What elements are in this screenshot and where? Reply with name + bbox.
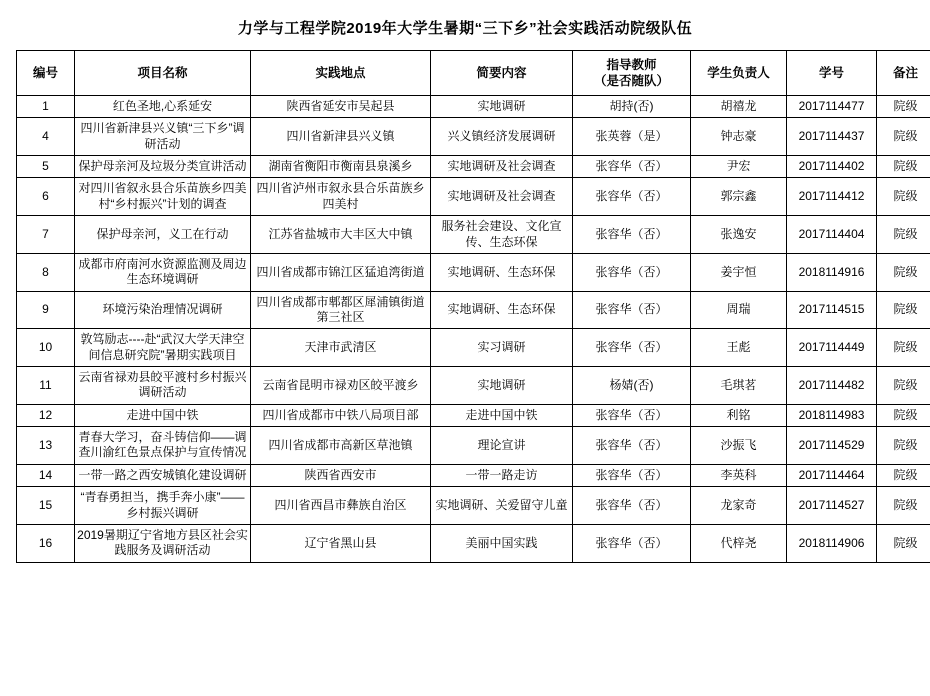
cell-id: 12 <box>17 404 75 426</box>
cell-project: 保护母亲河及垃圾分类宣讲活动 <box>75 156 251 178</box>
cell-id: 7 <box>17 216 75 254</box>
cell-id: 6 <box>17 178 75 216</box>
table-row <box>17 427 930 465</box>
cell-student: 尹宏 <box>691 156 787 178</box>
cell-id: 9 <box>17 291 75 329</box>
cell-id: 16 <box>17 524 75 562</box>
column-header-project: 项目名称 <box>75 51 251 96</box>
cell-content: 实地调研、关爱留守儿童 <box>431 487 573 525</box>
cell-remark: 院级 <box>877 216 930 254</box>
cell-project: 青春大学习，奋斗铸信仰——调查川渝红色景点保护与宣传情况 <box>75 427 251 465</box>
cell-project: 环境污染治理情况调研 <box>75 291 251 329</box>
cell-place: 四川省成都市郫都区犀浦镇街道第三社区 <box>251 291 431 329</box>
cell-teacher: 张容华（否） <box>573 524 691 562</box>
cell-content: 实习调研 <box>431 329 573 367</box>
table-row <box>17 487 930 525</box>
cell-project: 红色圣地,心系延安 <box>75 96 251 118</box>
cell-id: 13 <box>17 427 75 465</box>
cell-remark: 院级 <box>877 427 930 465</box>
table-row <box>17 367 930 405</box>
column-header-teacher <box>573 51 691 96</box>
cell-student: 利铭 <box>691 404 787 426</box>
cell-remark: 院级 <box>877 487 930 525</box>
cell-place: 陕西省西安市 <box>251 464 431 486</box>
cell-remark: 院级 <box>877 178 930 216</box>
cell-place: 四川省新津县兴义镇 <box>251 118 431 156</box>
table-header <box>17 51 930 96</box>
cell-content: 实地调研 <box>431 367 573 405</box>
cell-teacher: 张容华（否） <box>573 291 691 329</box>
cell-remark: 院级 <box>877 156 930 178</box>
column-header-teacher-line1: 指导教师 <box>606 57 657 72</box>
cell-remark: 院级 <box>877 291 930 329</box>
cell-project: 对四川省叙永县合乐苗族乡四美村“乡村振兴”计划的调查 <box>75 178 251 216</box>
table-row <box>17 178 930 216</box>
cell-project: 一带一路之西安城镇化建设调研 <box>75 464 251 486</box>
column-header-teacher-line2: （是否随队） <box>593 74 669 88</box>
cell-project: 2019暑期辽宁省地方县区社会实践服务及调研活动 <box>75 524 251 562</box>
cell-teacher: 胡持(否) <box>573 96 691 118</box>
cell-place: 湖南省衡阳市衡南县泉溪乡 <box>251 156 431 178</box>
table-row <box>17 291 930 329</box>
cell-place: 四川省成都市锦江区猛追湾街道 <box>251 253 431 291</box>
table-header-row <box>17 51 930 96</box>
cell-student: 李英科 <box>691 464 787 486</box>
cell-place: 四川省泸州市叙永县合乐苗族乡四美村 <box>251 178 431 216</box>
cell-id: 10 <box>17 329 75 367</box>
cell-id: 15 <box>17 487 75 525</box>
column-header-student: 学生负责人 <box>691 51 787 96</box>
cell-teacher: 张容华（否） <box>573 156 691 178</box>
cell-project: “青春勇担当，携手奔小康”——乡村振兴调研 <box>75 487 251 525</box>
cell-project: 云南省禄劝县皎平渡村乡村振兴调研活动 <box>75 367 251 405</box>
cell-teacher: 张英蓉（是） <box>573 118 691 156</box>
cell-teacher: 张容华（否） <box>573 404 691 426</box>
column-header-remark: 备注 <box>877 51 930 96</box>
cell-project: 成都市府南河水资源监测及周边生态环境调研 <box>75 253 251 291</box>
cell-content: 实地调研、生态环保 <box>431 253 573 291</box>
column-header-place: 实践地点 <box>251 51 431 96</box>
cell-teacher: 张容华（否） <box>573 216 691 254</box>
cell-content: 一带一路走访 <box>431 464 573 486</box>
cell-place: 江苏省盐城市大丰区大中镇 <box>251 216 431 254</box>
cell-place: 辽宁省黑山县 <box>251 524 431 562</box>
cell-place: 陕西省延安市吴起县 <box>251 96 431 118</box>
table-row <box>17 524 930 562</box>
cell-teacher: 张容华（否） <box>573 253 691 291</box>
cell-id: 11 <box>17 367 75 405</box>
cell-place: 云南省昆明市禄劝区皎平渡乡 <box>251 367 431 405</box>
cell-project: 保护母亲河，义工在行动 <box>75 216 251 254</box>
cell-id: 8 <box>17 253 75 291</box>
cell-number: 2017114529 <box>787 427 877 465</box>
cell-number: 2018114916 <box>787 253 877 291</box>
column-header-content: 简要内容 <box>431 51 573 96</box>
table-row <box>17 404 930 426</box>
cell-teacher: 张容华（否） <box>573 487 691 525</box>
cell-remark: 院级 <box>877 464 930 486</box>
cell-student: 郭宗鑫 <box>691 178 787 216</box>
page-title: 力学与工程学院2019年大学生暑期“三下乡”社会实践活动院级队伍 <box>237 20 693 37</box>
cell-number: 2017114404 <box>787 216 877 254</box>
cell-remark: 院级 <box>877 524 930 562</box>
cell-number: 2017114449 <box>787 329 877 367</box>
column-header-id: 编号 <box>17 51 75 96</box>
cell-id: 5 <box>17 156 75 178</box>
cell-remark: 院级 <box>877 329 930 367</box>
cell-student: 王彪 <box>691 329 787 367</box>
table-body <box>17 96 930 563</box>
cell-project: 敦笃励志----赴“武汉大学天津空间信息研究院”暑期实践项目 <box>75 329 251 367</box>
cell-number: 2017114477 <box>787 96 877 118</box>
cell-teacher: 张容华（否） <box>573 427 691 465</box>
cell-content: 实地调研、生态环保 <box>431 291 573 329</box>
cell-content: 理论宣讲 <box>431 427 573 465</box>
cell-remark: 院级 <box>877 118 930 156</box>
cell-student: 龙家奇 <box>691 487 787 525</box>
table-row <box>17 156 930 178</box>
cell-content: 实地调研及社会调查 <box>431 178 573 216</box>
cell-id: 4 <box>17 118 75 156</box>
cell-remark: 院级 <box>877 404 930 426</box>
cell-place: 四川省成都市高新区草池镇 <box>251 427 431 465</box>
cell-content: 兴义镇经济发展调研 <box>431 118 573 156</box>
cell-content: 服务社会建设、文化宣传、生态环保 <box>431 216 573 254</box>
cell-number: 2018114983 <box>787 404 877 426</box>
column-header-number: 学号 <box>787 51 877 96</box>
cell-student: 胡禧龙 <box>691 96 787 118</box>
cell-student: 毛琪茗 <box>691 367 787 405</box>
cell-id: 1 <box>17 96 75 118</box>
cell-content: 走进中国中铁 <box>431 404 573 426</box>
table-row <box>17 253 930 291</box>
cell-id: 14 <box>17 464 75 486</box>
cell-remark: 院级 <box>877 96 930 118</box>
table-row <box>17 118 930 156</box>
cell-remark: 院级 <box>877 367 930 405</box>
cell-student: 张逸安 <box>691 216 787 254</box>
cell-number: 2017114515 <box>787 291 877 329</box>
cell-number: 2017114527 <box>787 487 877 525</box>
cell-remark: 院级 <box>877 253 930 291</box>
cell-number: 2017114464 <box>787 464 877 486</box>
cell-project: 走进中国中铁 <box>75 404 251 426</box>
cell-student: 姜宇恒 <box>691 253 787 291</box>
cell-number: 2017114482 <box>787 367 877 405</box>
cell-number: 2017114412 <box>787 178 877 216</box>
cell-student: 代梓尧 <box>691 524 787 562</box>
cell-teacher: 张容华（否） <box>573 329 691 367</box>
activity-table <box>16 50 930 563</box>
cell-student: 钟志豪 <box>691 118 787 156</box>
cell-number: 2018114906 <box>787 524 877 562</box>
cell-place: 四川省西昌市彝族自治区 <box>251 487 431 525</box>
cell-content: 实地调研及社会调查 <box>431 156 573 178</box>
cell-content: 实地调研 <box>431 96 573 118</box>
cell-teacher: 张容华（否） <box>573 464 691 486</box>
cell-project: 四川省新津县兴义镇“三下乡”调研活动 <box>75 118 251 156</box>
cell-place: 四川省成都市中铁八局项目部 <box>251 404 431 426</box>
cell-student: 周瑞 <box>691 291 787 329</box>
cell-number: 2017114402 <box>787 156 877 178</box>
cell-student: 沙振飞 <box>691 427 787 465</box>
cell-place: 天津市武清区 <box>251 329 431 367</box>
cell-teacher: 张容华（否） <box>573 178 691 216</box>
table-row <box>17 216 930 254</box>
cell-teacher: 杨婧(否) <box>573 367 691 405</box>
table-row <box>17 96 930 118</box>
cell-content: 美丽中国实践 <box>431 524 573 562</box>
table-row <box>17 329 930 367</box>
table-row <box>17 464 930 486</box>
cell-number: 2017114437 <box>787 118 877 156</box>
